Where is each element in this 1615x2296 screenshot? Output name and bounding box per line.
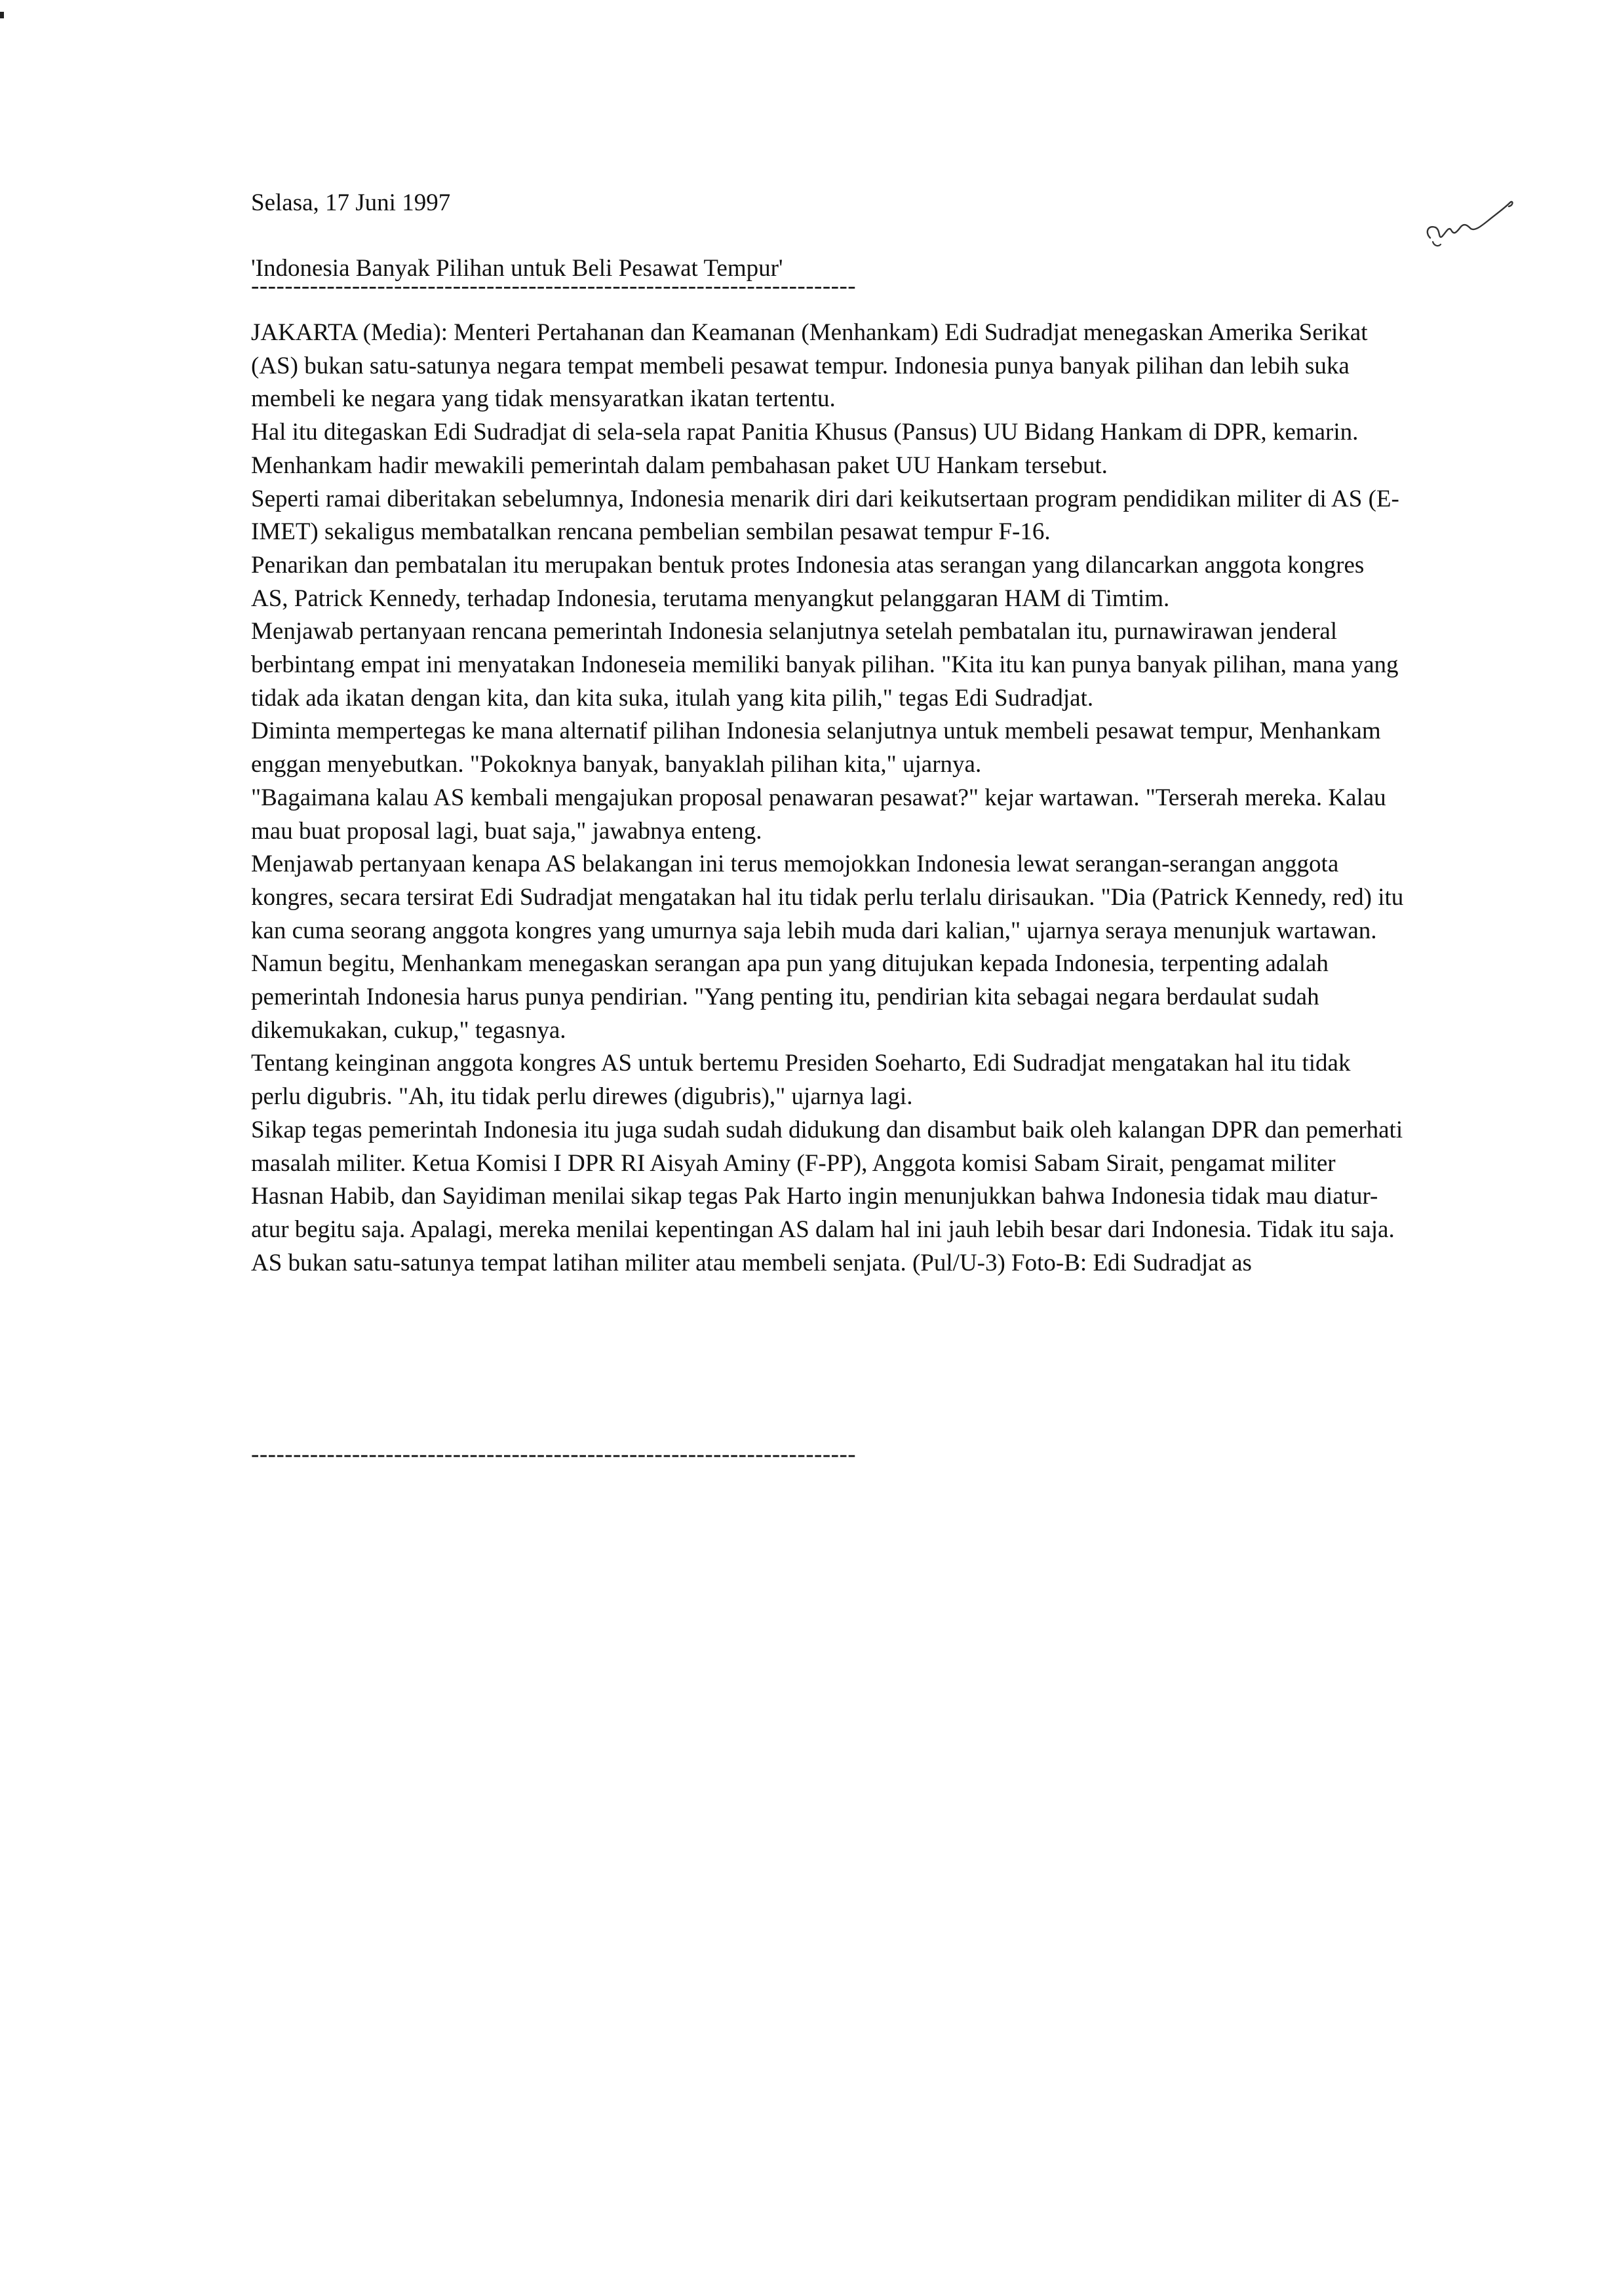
- paragraph-1: JAKARTA (Media): Menteri Pertahanan dan Keamanan (Menhankam) Edi Sudradjat menegaskan Amerika Serikat (AS) bukan satu-satunya negara tempat membeli pesawat tempur. Indonesia punya banyak pilihan dan lebih suka membeli ke negara yang tidak mensyaratkan ikatan tertentu.: [251, 319, 1368, 413]
- document-date: Selasa, 17 Juni 1997: [251, 189, 451, 216]
- paragraph-8: Menjawab pertanyaan kenapa AS belakangan ini terus memojokkan Indonesia lewat serangan-serangan anggota kongres, secara tersirat Edi Sudradjat mengatakan hal itu tidak perlu terlalu dirisaukan. "Dia (Patrick Kennedy, red) itu kan cuma seorang anggota kongres yang umurnya saja lebih muda dari kalian," ujarnya seraya menunjuk wartawan.: [251, 851, 1404, 944]
- scan-edge-mark: [0, 12, 4, 18]
- handwritten-signature-icon: [1422, 187, 1521, 259]
- paragraph-5: Menjawab pertanyaan rencana pemerintah Indonesia selanjutnya setelah pembatalan itu, purnawirawan jenderal berbintang empat ini menyatakan Indoneseia memiliki banyak pilihan. "Kita itu kan punya banyak pilihan, mana yang tidak ada ikatan dengan kita, dan kita suka, itulah yang kita pilih," tegas Edi Sudradjat.: [251, 618, 1399, 712]
- paragraph-3: Seperti ramai diberitakan sebelumnya, Indonesia menarik diri dari keikutsertaan program pendidikan militer di AS (E-IMET) sekaligus membatalkan rencana pembelian sembilan pesawat tempur F-16.: [251, 485, 1399, 546]
- signature-stroke: [1428, 202, 1513, 238]
- article-body: [251, 316, 1405, 1280]
- paragraph-6: Diminta mempertegas ke mana alternatif pilihan Indonesia selanjutnya untuk membeli pesawat tempur, Menhankam enggan menyebutkan. "Pokoknya banyak, banyaklah pilihan kita," ujarnya.: [251, 718, 1381, 778]
- divider-bottom: [251, 1448, 920, 1461]
- paragraph-2: Hal itu ditegaskan Edi Sudradjat di sela-sela rapat Panitia Khusus (Pansus) UU Bidang Hankam di DPR, kemarin. Menhankam hadir mewakili pemerintah dalam pembahasan paket UU Hankam tersebut.: [251, 419, 1359, 479]
- signature-hook-stroke: [1433, 242, 1441, 246]
- paragraph-7: "Bagaimana kalau AS kembali mengajukan proposal penawaran pesawat?" kejar wartawan. "Terserah mereka. Kalau mau buat proposal lagi, buat saja," jawabnya enteng.: [251, 784, 1386, 845]
- paragraph-9: Namun begitu, Menhankam menegaskan serangan apa pun yang ditujukan kepada Indonesia, terpenting adalah pemerintah Indonesia harus punya pendirian. "Yang penting itu, pendirian kita sebagai negara berdaulat sudah dikemukakan, cukup," tegasnya.: [251, 950, 1329, 1044]
- paragraph-4: Penarikan dan pembatalan itu merupakan bentuk protes Indonesia atas serangan yang dilancarkan anggota kongres AS, Patrick Kennedy, terhadap Indonesia, terutama menyangkut pelanggaran HAM di Timtim.: [251, 551, 1365, 612]
- divider-top: [251, 280, 920, 293]
- paragraph-11: Sikap tegas pemerintah Indonesia itu juga sudah sudah didukung dan disambut baik oleh kalangan DPR dan pemerhati masalah militer. Ketua Komisi I DPR RI Aisyah Aminy (F-PP), Anggota komisi Sabam Sirait, pengamat militer Hasnan Habib, dan Sayidiman menilai sikap tegas Pak Harto ingin menunjukkan bahwa Indonesia tidak mau diatur-atur begitu saja. Apalagi, mereka menilai kepentingan AS dalam hal ini jauh lebih besar dari Indonesia. Tidak itu saja. AS bukan satu-satunya tempat latihan militer atau membeli senjata. (Pul/U-3) Foto-B: Edi Sudradjat as: [251, 1116, 1403, 1276]
- article-headline: 'Indonesia Banyak Pilihan untuk Beli Pesawat Tempur': [251, 255, 783, 282]
- paragraph-10: Tentang keinginan anggota kongres AS untuk bertemu Presiden Soeharto, Edi Sudradjat mengatakan hal itu tidak perlu digubris. "Ah, itu tidak perlu direwes (digubris)," ujarnya lagi.: [251, 1050, 1351, 1111]
